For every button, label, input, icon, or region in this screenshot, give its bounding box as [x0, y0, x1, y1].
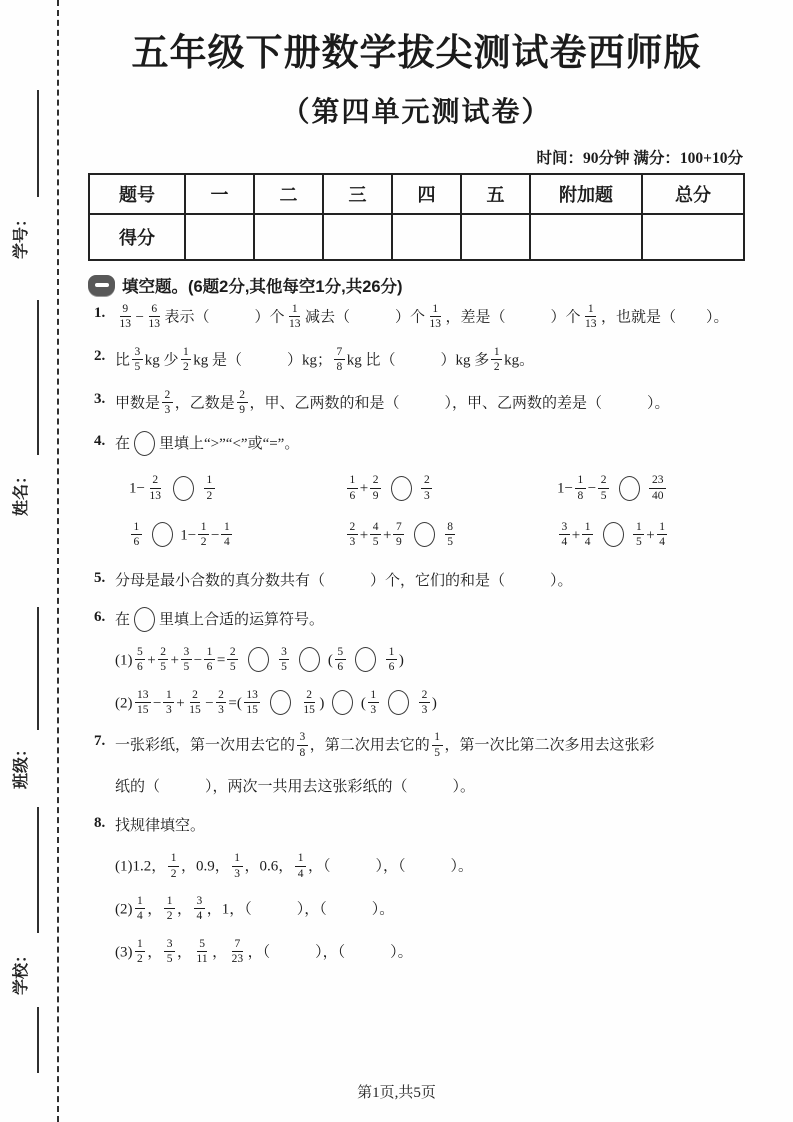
question-number: 6. [94, 608, 106, 625]
question-line: 找规律填空。 [115, 818, 206, 835]
question-line: 在 里填上“>”“<”或“=”。 [115, 431, 745, 457]
fraction: $\frac{1}{6}$ [204, 645, 215, 675]
question [88, 431, 745, 551]
comparison-item: $\frac{3}{4}$ + $\frac{1}{4}$ $\frac{1}{5}$ + $\frac{1}{4}$ [557, 521, 745, 551]
fraction: $\frac{4}{5}$ [370, 520, 381, 550]
fraction: $\frac{1}{5}$ [432, 730, 443, 760]
question [88, 346, 745, 376]
question-line: 比 $\frac{3}{5}$ kg 少 $\frac{1}{2}$ kg 是（ ）kg； $\frac{7}{8}$ kg 比（ ）kg 多 $\frac{1}{2}$ kg。 [115, 345, 535, 374]
fraction: $\frac{3}{4}$ [194, 894, 205, 924]
answer-circle [355, 647, 376, 672]
fraction: $\frac{1}{4}$ [295, 851, 306, 881]
sidebar-blank-line [37, 1007, 39, 1073]
fraction: $\frac{2}{15}$ [303, 688, 315, 716]
fraction: $\frac{7}{8}$ [334, 345, 345, 375]
sidebar-blank-line [37, 807, 39, 933]
fraction: $\frac{1}{13}$ [429, 303, 441, 331]
score-empty-cell [254, 214, 323, 260]
score-empty-cell [530, 214, 642, 260]
question-line: 分母是最小合数的真分数共有（ ）个，它们的和是（ ）。 [115, 572, 573, 589]
fraction: $\frac{3}{4}$ [559, 520, 570, 550]
question [88, 389, 745, 419]
fraction: $\frac{1}{2}$ [135, 937, 146, 967]
answer-circle [270, 690, 291, 715]
fraction: $\frac{5}{11}$ [196, 937, 208, 965]
sidebar-blank-line [37, 607, 39, 730]
question-line: (1) $\frac{5}{6}$ + $\frac{2}{5}$ + $\frac{3}{5}$ − $\frac{1}{6}$ = $\frac{2}{5}$ $\frac{3}{5}$ ( $\frac{5}{6}$ $\frac{1}{6}$ ) [115, 645, 404, 674]
score-empty-cell [392, 214, 461, 260]
question-line: 一张彩纸，第一次用去它的 $\frac{3}{8}$ ，第二次用去它的 $\frac{1}{5}$ ，第一次比第二次多用去这张彩 [115, 731, 655, 759]
question-line: 纸的（ ），两次一共用去这张彩纸的（ ）。 [115, 779, 476, 796]
fraction: $\frac{1}{6}$ [386, 645, 397, 675]
comparison-item: $\frac{2}{3}$ + $\frac{4}{5}$ + $\frac{7}{9}$ $\frac{8}{5}$ [345, 521, 557, 551]
fraction: $\frac{2}{5}$ [598, 473, 609, 503]
score-table-header-cell: 总分 [642, 174, 744, 214]
fraction: $\frac{13}{15}$ [244, 688, 261, 718]
fraction: $\frac{2}{3}$ [216, 688, 227, 718]
fraction: $\frac{2}{9}$ [237, 388, 248, 418]
fraction: $\frac{3}{8}$ [297, 730, 308, 760]
sidebar-blank-line [37, 90, 39, 197]
question [88, 813, 745, 967]
answer-circle [173, 476, 194, 501]
comparison-item: $\frac{1}{6}$ 1− $\frac{1}{2}$ − $\frac{1}{4}$ [129, 521, 345, 551]
fraction: $\frac{3}{5}$ [164, 937, 175, 967]
score-table-header-label: 题号 [89, 174, 185, 214]
fraction: $\frac{7}{9}$ [393, 520, 404, 550]
sidebar-field-school: 学校： [13, 947, 30, 996]
answer-circle [152, 522, 173, 547]
fraction: $\frac{1}{13}$ [585, 303, 597, 331]
fraction: $\frac{1}{2}$ [164, 894, 175, 924]
sidebar-field-class: 班级： [13, 741, 30, 790]
score-empty-cell [642, 214, 744, 260]
fraction: $\frac{1}{3}$ [368, 688, 379, 718]
question-number: 1. [94, 305, 106, 321]
fraction: $\frac{1}{5}$ [633, 520, 644, 550]
dashed-cut-line [57, 0, 59, 1122]
fraction: $\frac{2}{3}$ [347, 520, 358, 550]
answer-circle [414, 522, 435, 547]
comparison-row [129, 521, 745, 551]
score-empty-cell [323, 214, 392, 260]
fraction: $\frac{23}{40}$ [649, 473, 666, 503]
answer-circle [619, 476, 640, 501]
fraction: $\frac{1}{2}$ [198, 520, 209, 550]
fraction: $\frac{9}{13}$ [119, 303, 131, 331]
main-content [88, 16, 745, 980]
fraction: $\frac{7}{23}$ [231, 937, 244, 965]
sidebar-field-name: 姓名： [13, 468, 30, 517]
score-empty-cell [185, 214, 254, 260]
comparison-row [129, 474, 745, 504]
fraction: $\frac{2}{9}$ [370, 473, 381, 503]
fraction: $\frac{2}{3}$ [419, 688, 430, 718]
fraction: $\frac{1}{13}$ [288, 303, 301, 331]
time-score-info: 时间：90分钟 满分：100+10分 [536, 150, 743, 167]
fraction: $\frac{2}{13}$ [149, 474, 161, 502]
score-table-header-cell: 二 [254, 174, 323, 214]
question-number: 8. [94, 815, 106, 832]
question [88, 607, 745, 719]
fraction: $\frac{1}{4}$ [135, 894, 146, 924]
fraction: $\frac{6}{13}$ [148, 303, 160, 331]
question-line: $\frac{9}{13}$ − $\frac{6}{13}$ 表示（ ）个 $\frac{1}{13}$ 减去（ ）个 $\frac{1}{13}$ ，差是（ ）个 $\frac{1}{13}$ ，也就是（ ）。 [115, 303, 745, 333]
section-one-title: 填空题。(6题2分,其他每空1分,共26分) [122, 278, 403, 296]
question-line: (2) $\frac{1}{4}$ ， $\frac{1}{2}$ ， $\frac{3}{4}$ ，1，（ ），（ ）。 [115, 894, 395, 923]
fraction: $\frac{1}{6}$ [131, 520, 142, 550]
fraction: $\frac{1}{2}$ [168, 851, 179, 881]
question-number: 5. [94, 569, 106, 586]
question [88, 568, 745, 594]
fraction: $\frac{1}{6}$ [347, 473, 358, 503]
fraction: $\frac{1}{2}$ [204, 473, 215, 503]
fraction: $\frac{2}{15}$ [189, 688, 201, 716]
section-one-badge-icon [88, 275, 115, 296]
fraction: $\frac{13}{15}$ [135, 688, 152, 718]
fraction: $\frac{2}{5}$ [158, 645, 169, 675]
score-table-header-cell: 附加题 [530, 174, 642, 214]
fraction: $\frac{1}{3}$ [232, 851, 243, 881]
fraction: $\frac{1}{4}$ [582, 520, 593, 550]
sidebar-blank-line [37, 300, 39, 455]
question-number: 3. [94, 390, 106, 407]
fraction: $\frac{2}{3}$ [421, 473, 432, 503]
answer-circle [603, 522, 624, 547]
score-table-header-cell: 一 [185, 174, 254, 214]
question-line: (2) $\frac{13}{15}$ − $\frac{1}{3}$ + $\frac{2}{15}$ − $\frac{2}{3}$ =( $\frac{13}{15}$ $\frac{2}{15}$ ) ( $\frac{1}{3}$ $\frac{2}{3}$ ) [115, 688, 437, 716]
question-line: 甲数是 $\frac{2}{3}$ ，乙数是 $\frac{2}{9}$ ，甲、乙两数的和是（ ），甲、乙两数的差是（ ）。 [115, 388, 670, 416]
fraction: $\frac{3}{5}$ [181, 645, 192, 675]
fraction: $\frac{1}{8}$ [575, 473, 586, 503]
answer-circle [332, 690, 353, 715]
comparison-item: 1− $\frac{2}{13}$ $\frac{1}{2}$ [129, 474, 345, 504]
fraction: $\frac{1}{2}$ [181, 345, 192, 375]
question [88, 731, 745, 800]
question-line: 在 里填上合适的运算符号。 [115, 607, 745, 633]
score-table [88, 173, 745, 261]
sidebar-field-student-number: 学号： [13, 211, 30, 260]
fraction: $\frac{5}{6}$ [335, 645, 346, 675]
answer-circle [134, 431, 155, 456]
fraction: $\frac{2}{5}$ [227, 645, 238, 675]
answer-circle [388, 690, 409, 715]
fraction: $\frac{2}{3}$ [162, 388, 173, 418]
questions [88, 303, 745, 967]
score-table-header-cell: 四 [392, 174, 461, 214]
fraction: $\frac{1}{2}$ [491, 345, 502, 375]
score-table-header-cell: 三 [323, 174, 392, 214]
page-number-footer: 第1页,共5页 [357, 1085, 436, 1101]
fraction: $\frac{3}{5}$ [132, 345, 143, 375]
answer-circle [248, 647, 269, 672]
score-table-body [89, 174, 744, 260]
fraction: $\frac{5}{6}$ [135, 645, 146, 675]
question-number: 2. [94, 347, 106, 364]
question-number: 4. [94, 433, 106, 450]
fraction: $\frac{1}{3}$ [163, 688, 174, 718]
comparison-item: $\frac{1}{6}$ + $\frac{2}{9}$ $\frac{2}{3}$ [345, 474, 557, 504]
score-table-header-cell: 五 [461, 174, 530, 214]
question-line: (3) $\frac{1}{2}$ ， $\frac{3}{5}$ ， $\frac{5}{11}$ ， $\frac{7}{23}$ ，（ ），（ ）。 [115, 937, 413, 965]
comparison-item: 1− $\frac{1}{8}$ − $\frac{2}{5}$ $\frac{23}{40}$ [557, 474, 745, 504]
answer-circle [299, 647, 320, 672]
answer-circle [391, 476, 412, 501]
question-number: 7. [94, 733, 106, 750]
question-line: (1)1.2， $\frac{1}{2}$ ，0.9， $\frac{1}{3}$ ，0.6， $\frac{1}{4}$ ，（ ），（ ）。 [115, 852, 474, 880]
fraction: $\frac{1}{4}$ [657, 520, 668, 550]
fraction: $\frac{1}{4}$ [221, 520, 232, 550]
page-title: 五年级下册数学拔尖测试卷西师版 [131, 33, 702, 74]
page-subtitle: （第四单元测试卷） [281, 97, 552, 128]
score-empty-cell [461, 214, 530, 260]
fraction: $\frac{8}{5}$ [445, 520, 456, 550]
section-one-header [88, 273, 745, 297]
score-row-label: 得分 [89, 214, 185, 260]
fraction: $\frac{3}{5}$ [279, 645, 290, 675]
answer-circle [134, 607, 155, 632]
question [88, 303, 745, 333]
